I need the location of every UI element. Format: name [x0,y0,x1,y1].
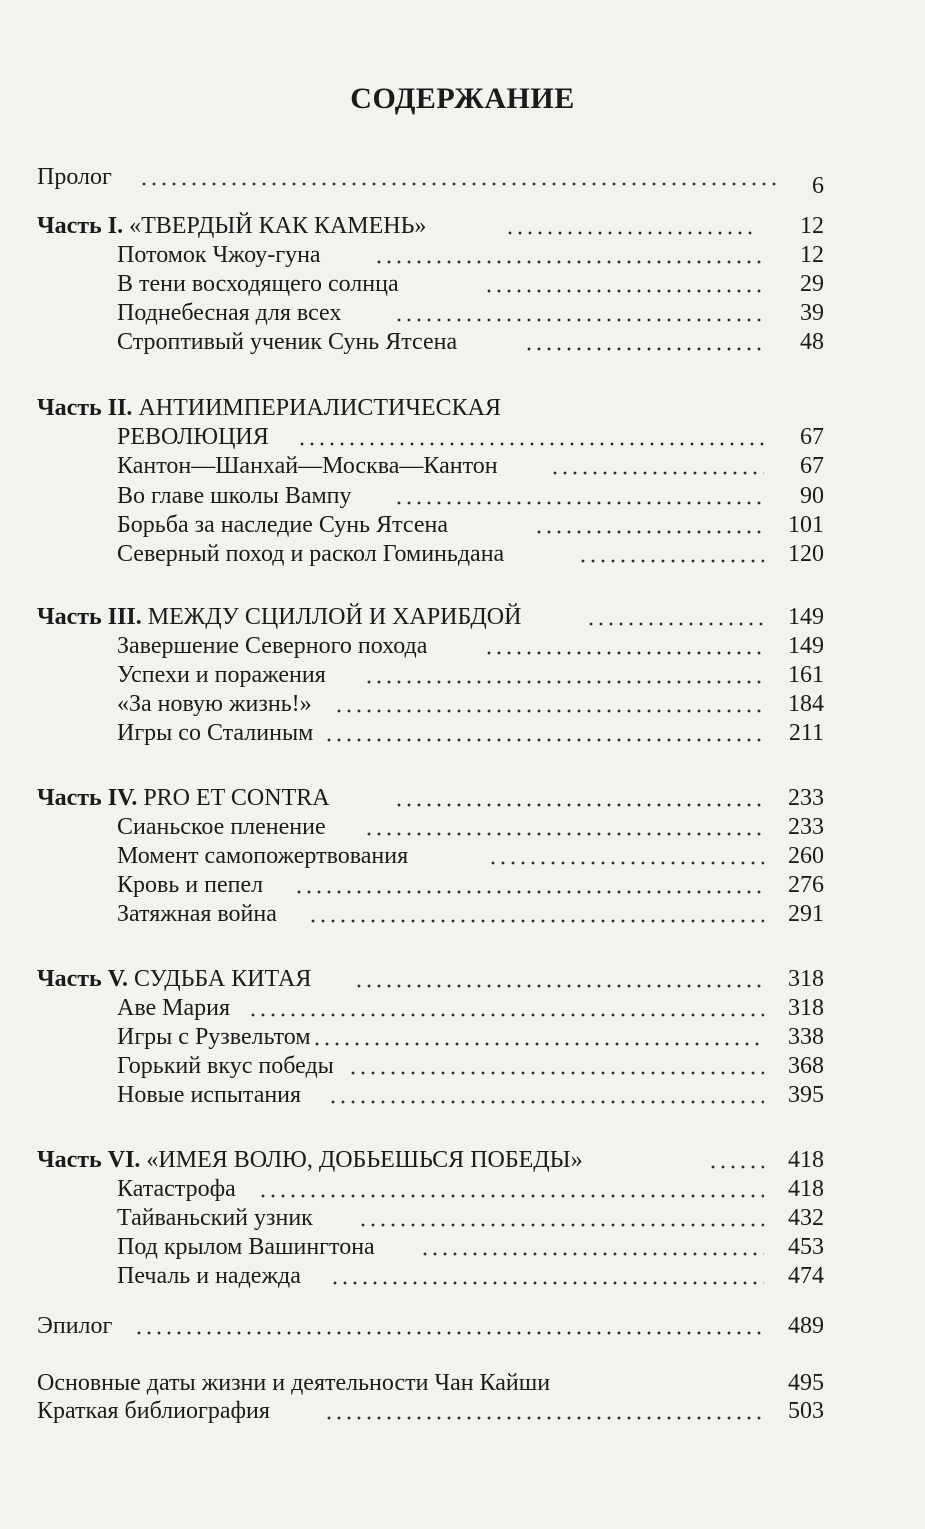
dot-leader [324,1416,764,1420]
toc-entry-page: 67 [800,424,824,450]
toc-entry-label: Строптивый ученик Сунь Ятсена [117,329,458,355]
toc-entry-page: 161 [788,662,824,688]
toc-entry-label: В тени восходящего солнца [117,271,399,297]
toc-entry-chapter [0,269,925,299]
toc-entry-label: Кровь и пепел [117,872,264,898]
toc-entry-label: Основные даты жизни и деятельности Чан Кайши [37,1370,551,1396]
toc-entry-label: Игры со Сталиным [117,720,314,746]
dot-leader [358,1223,764,1227]
toc-part-number: Часть VI. [37,1147,141,1173]
toc-entry-label: Затяжная война [117,901,277,927]
dot-leader [328,1100,764,1104]
toc-entry-page: 318 [788,966,824,992]
toc-entry-page: 149 [788,604,824,630]
toc-entry-label: «За новую жизнь!» [117,691,312,717]
toc-entry-epilogue [0,1311,925,1341]
toc-part-number: Часть III. [37,604,142,630]
toc-entry-page: 453 [788,1234,824,1260]
dot-leader [308,919,764,923]
dot-leader [484,289,764,293]
toc-entry-chapter [0,899,925,929]
dot-leader [505,231,755,235]
toc-entry-label: Потомок Чжоу-гуна [117,242,321,268]
dot-leader [324,738,764,742]
toc-entry-label: Горький вкус победы [117,1053,334,1079]
toc-entry-chapter [0,1261,925,1291]
toc-entry-chapter [0,539,925,569]
toc-entry-part-6 [0,1145,925,1175]
toc-part-number: Часть V. [37,966,128,992]
dot-leader [394,803,764,807]
dot-leader [394,501,764,505]
toc-entry-page: 489 [788,1313,824,1339]
dot-leader [586,622,764,626]
toc-entry-page: 6 [812,173,824,199]
dot-leader [524,347,764,351]
toc-entry-chapter [0,1080,925,1110]
toc-entry-page: 418 [788,1176,824,1202]
dot-leader [348,1071,764,1075]
toc-entry-label: Во главе школы Вампу [117,483,352,509]
toc-entry-label: Кантон—Шанхай—Москва—Кантон [117,453,498,479]
toc-entry-page: 29 [800,271,824,297]
toc-entry-label: АНТИИМПЕРИАЛИСТИЧЕСКАЯ [138,395,501,421]
dot-leader [297,442,765,446]
toc-entry-label: Сианьское пленение [117,814,326,840]
toc-entry-chapter [0,1051,925,1081]
toc-entry-chapter [0,718,925,748]
dot-leader [550,471,764,475]
toc-entry-bibliography [0,1396,925,1426]
toc-entry-label: Игры с Рузвельтом [117,1024,311,1050]
dot-leader [248,1013,764,1017]
toc-entry-label: Краткая библиография [37,1398,270,1424]
toc-entry-label: Борьба за наследие Сунь Ятсена [117,512,448,538]
dot-leader [578,559,764,563]
dot-leader [394,318,764,322]
toc-part-number: Часть IV. [37,785,138,811]
toc-entry-page: 432 [788,1205,824,1231]
toc-entry-label: Успехи и поражения [117,662,326,688]
dot-leader [420,1252,764,1256]
dot-leader [354,984,764,988]
toc-entry-label: Пролог [37,164,112,190]
toc-entry-page: 338 [788,1024,824,1050]
toc-entry-page: 12 [800,213,824,239]
toc-entry-label: Эпилог [37,1313,113,1339]
toc-entry-part-2-cont [0,422,925,452]
toc-entry-chapter [0,240,925,270]
toc-entry-chapter [0,870,925,900]
toc-entry-page: 184 [788,691,824,717]
toc-entry-chapter [0,1232,925,1262]
toc-entry-prologue [0,162,925,199]
dot-leader [484,651,764,655]
toc-entry-chapter [0,631,925,661]
toc-entry-page: 503 [788,1398,824,1424]
toc-entry-page: 39 [800,300,824,326]
toc-entry-chapter [0,993,925,1023]
toc-entry-label: Новые испытания [117,1082,302,1108]
dot-leader [258,1194,764,1198]
dot-leader [534,530,764,534]
dot-leader [139,182,779,186]
dot-leader [334,709,764,713]
toc-entry-dates [0,1368,925,1398]
toc-entry-page: 233 [788,785,824,811]
toc-entry-label: Тайваньский узник [117,1205,313,1231]
toc-entry-label: Катастрофа [117,1176,236,1202]
dot-leader [294,890,764,894]
toc-entry-page: 233 [788,814,824,840]
dot-leader [488,861,764,865]
toc-entry-part-4 [0,783,925,813]
toc-entry-chapter [0,510,925,540]
toc-entry-page: 418 [788,1147,824,1173]
toc-entry-chapter [0,1174,925,1204]
toc-entry-chapter [0,812,925,842]
toc-entry-chapter [0,481,925,511]
toc-entry-chapter [0,660,925,690]
toc-entry-page: 101 [788,512,824,538]
toc-entry-chapter [0,451,925,481]
toc-entry-chapter [0,298,925,328]
toc-part-number: Часть I. [37,213,124,239]
toc-entry-page: 149 [788,633,824,659]
toc-entry-chapter [0,689,925,719]
dot-leader [708,1165,764,1169]
toc-entry-page: 474 [788,1263,824,1289]
toc-entry-page: 395 [788,1082,824,1108]
toc-entry-chapter [0,1203,925,1233]
toc-entry-part-2 [0,393,925,423]
dot-leader [312,1042,764,1046]
toc-entry-label: Северный поход и раскол Гоминьдана [117,541,505,567]
toc-entry-chapter [0,1022,925,1052]
toc-entry-label: Под крылом Вашингтона [117,1234,375,1260]
toc-entry-label: Момент самопожертвования [117,843,409,869]
toc-entry-part-1 [0,211,925,241]
toc-entry-page: 276 [788,872,824,898]
toc-entry-label: РЕВОЛЮЦИЯ [117,424,269,450]
toc-entry-label: Печаль и надежда [117,1263,301,1289]
toc-entry-page: 48 [800,329,824,355]
dot-leader [364,832,764,836]
toc-entry-page: 368 [788,1053,824,1079]
toc-part-number: Часть II. [37,395,133,421]
toc-entry-label: Поднебесная для всех [117,300,342,326]
dot-leader [374,260,764,264]
toc-entry-page: 260 [788,843,824,869]
page-title: СОДЕРЖАНИЕ [350,82,575,115]
toc-entry-label: «ТВЕРДЫЙ КАК КАМЕНЬ» [129,213,427,239]
toc-entry-chapter [0,327,925,357]
toc-entry-label: PRO ET CONTRA [143,785,330,811]
toc-entry-label: МЕЖДУ СЦИЛЛОЙ И ХАРИБДОЙ [147,604,522,630]
dot-leader [330,1281,764,1285]
toc-entry-page: 318 [788,995,824,1021]
toc-entry-page: 120 [788,541,824,567]
toc-entry-chapter [0,841,925,871]
toc-entry-label: «ИМЕЯ ВОЛЮ, ДОБЬЕШЬСЯ ПОБЕДЫ» [146,1147,583,1173]
dot-leader [134,1331,764,1335]
toc-entry-page: 211 [788,720,824,746]
toc-entry-label: СУДЬБА КИТАЯ [133,966,312,992]
toc-entry-part-5 [0,964,925,994]
toc-entry-page: 495 [788,1370,824,1396]
toc-entry-label: Завершение Северного похода [117,633,428,659]
toc-entry-page: 67 [800,453,824,479]
dot-leader [364,680,764,684]
toc-entry-page: 90 [800,483,824,509]
toc-entry-part-3 [0,602,925,632]
toc-entry-page: 12 [800,242,824,268]
toc-entry-label: Аве Мария [117,995,231,1021]
toc-entry-page: 291 [788,901,824,927]
